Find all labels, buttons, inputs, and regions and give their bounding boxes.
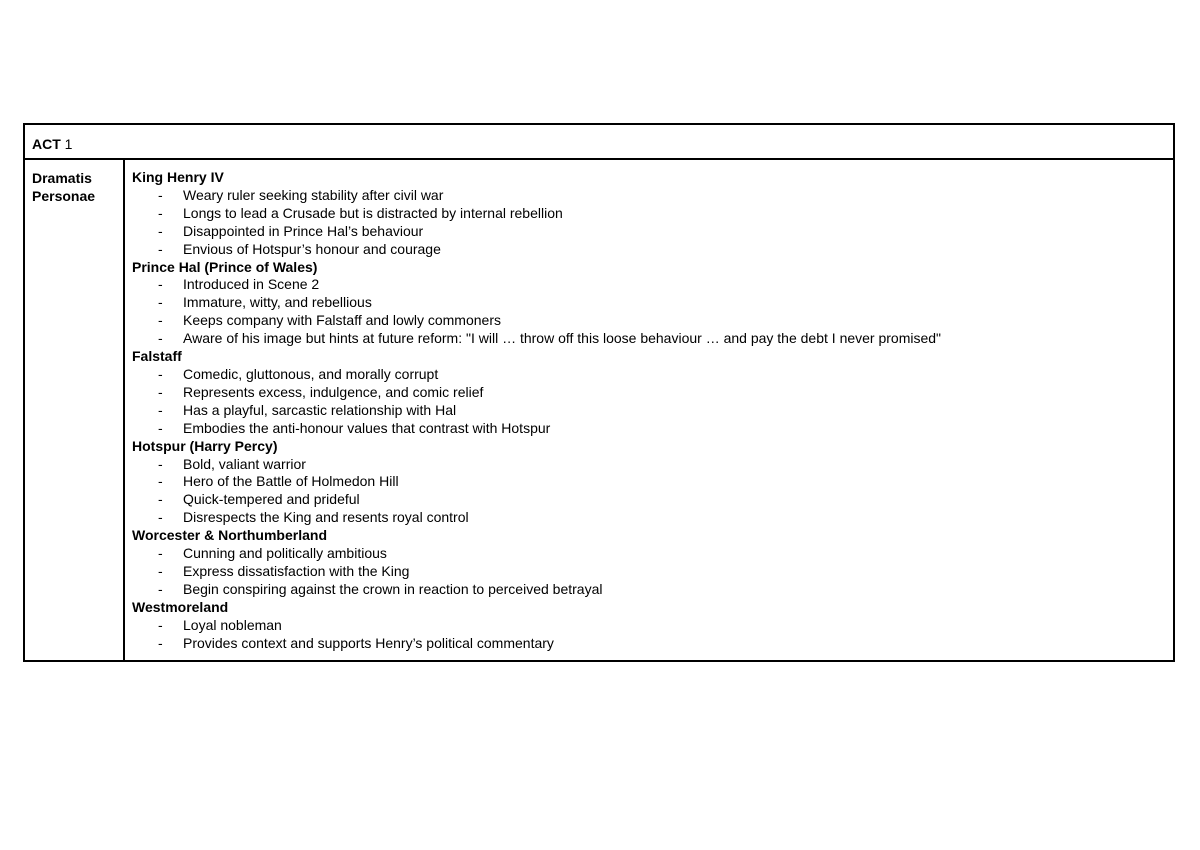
character-trait — [132, 187, 1173, 205]
trait-text: Represents excess, indulgence, and comic relief — [183, 383, 484, 400]
character-trait — [132, 420, 1173, 438]
trait-text: Disrespects the King and resents royal control — [183, 509, 469, 526]
bullet-dash: - — [158, 473, 163, 490]
character-name: Westmoreland — [132, 598, 229, 615]
bullet-dash: - — [158, 222, 163, 239]
trait-text: Disappointed in Prince Hal’s behaviour — [183, 222, 424, 239]
bullet-dash: - — [158, 365, 163, 382]
bullet-dash: - — [158, 545, 163, 562]
character-trait — [132, 581, 1173, 599]
trait-text: Envious of Hotspur’s honour and courage — [183, 240, 441, 257]
bullet-dash: - — [158, 562, 163, 579]
character-name: Prince Hal (Prince of Wales) — [132, 258, 318, 275]
trait-text: Express dissatisfaction with the King — [183, 562, 410, 579]
character-trait — [132, 366, 1173, 384]
character-trait — [132, 241, 1173, 259]
character-trait — [132, 563, 1173, 581]
bullet-dash: - — [158, 580, 163, 597]
trait-text: Quick-tempered and prideful — [183, 491, 360, 508]
bullet-dash: - — [158, 616, 163, 633]
trait-text: Loyal nobleman — [183, 616, 282, 633]
bullet-dash: - — [158, 634, 163, 651]
section-label-cell — [25, 160, 125, 660]
character-trait — [132, 384, 1173, 402]
bullet-dash: - — [158, 276, 163, 293]
character-trait — [132, 635, 1173, 653]
bullet-dash: - — [158, 509, 163, 526]
trait-text: Embodies the anti-honour values that contrast with Hotspur — [183, 419, 551, 436]
trait-text: Provides context and supports Henry’s political commentary — [183, 634, 554, 651]
trait-text: Keeps company with Falstaff and lowly commoners — [183, 312, 501, 329]
character-trait — [132, 491, 1173, 509]
bullet-dash: - — [158, 240, 163, 257]
trait-text: Immature, witty, and rebellious — [183, 294, 372, 311]
bullet-dash: - — [158, 491, 163, 508]
trait-text: Longs to lead a Crusade but is distracted by internal rebellion — [183, 204, 563, 221]
bullet-dash: - — [158, 186, 163, 203]
character-list — [125, 160, 1173, 660]
bullet-dash: - — [158, 419, 163, 436]
dramatis-personae-row — [25, 160, 1173, 660]
trait-text: Hero of the Battle of Holmedon Hill — [183, 473, 399, 490]
act-table — [23, 123, 1175, 662]
trait-text: Cunning and politically ambitious — [183, 545, 387, 562]
trait-text: Aware of his image but hints at future reform: "I will … throw off this loose behaviour … and pay the debt I never promised" — [183, 330, 942, 347]
character-trait — [132, 473, 1173, 491]
bullet-dash: - — [158, 401, 163, 418]
character-trait — [132, 312, 1173, 330]
bullet-dash: - — [158, 455, 163, 472]
character-name: Hotspur (Harry Percy) — [132, 437, 278, 454]
trait-text: Weary ruler seeking stability after civil war — [183, 186, 444, 203]
bullet-dash: - — [158, 294, 163, 311]
act-header — [25, 125, 1173, 160]
character-trait — [132, 617, 1173, 635]
character-name: Falstaff — [132, 348, 182, 365]
character-trait — [132, 294, 1173, 312]
bullet-dash: - — [158, 330, 163, 347]
section-label-line-2: Personae — [32, 188, 96, 204]
bullet-dash: - — [158, 312, 163, 329]
character-trait — [132, 276, 1173, 294]
character-trait — [132, 545, 1173, 563]
trait-text: Begin conspiring against the crown in reaction to perceived betrayal — [183, 580, 603, 597]
trait-text: Has a playful, sarcastic relationship with Hal — [183, 401, 457, 418]
trait-text: Bold, valiant warrior — [183, 455, 306, 472]
trait-text: Comedic, gluttonous, and morally corrupt — [183, 365, 439, 382]
act-number: 1 — [64, 136, 73, 152]
character-name: King Henry IV — [132, 169, 224, 185]
section-label-line-1: Dramatis — [32, 170, 92, 186]
bullet-dash: - — [158, 204, 163, 221]
character-trait — [132, 205, 1173, 223]
trait-text: Introduced in Scene 2 — [183, 276, 320, 293]
character-trait — [132, 330, 1173, 348]
character-name: Worcester & Northumberland — [132, 527, 327, 544]
bullet-dash: - — [158, 383, 163, 400]
character-trait — [132, 402, 1173, 420]
act-label: ACT — [32, 136, 61, 152]
character-trait — [132, 509, 1173, 527]
character-trait — [132, 456, 1173, 474]
character-trait — [132, 223, 1173, 241]
